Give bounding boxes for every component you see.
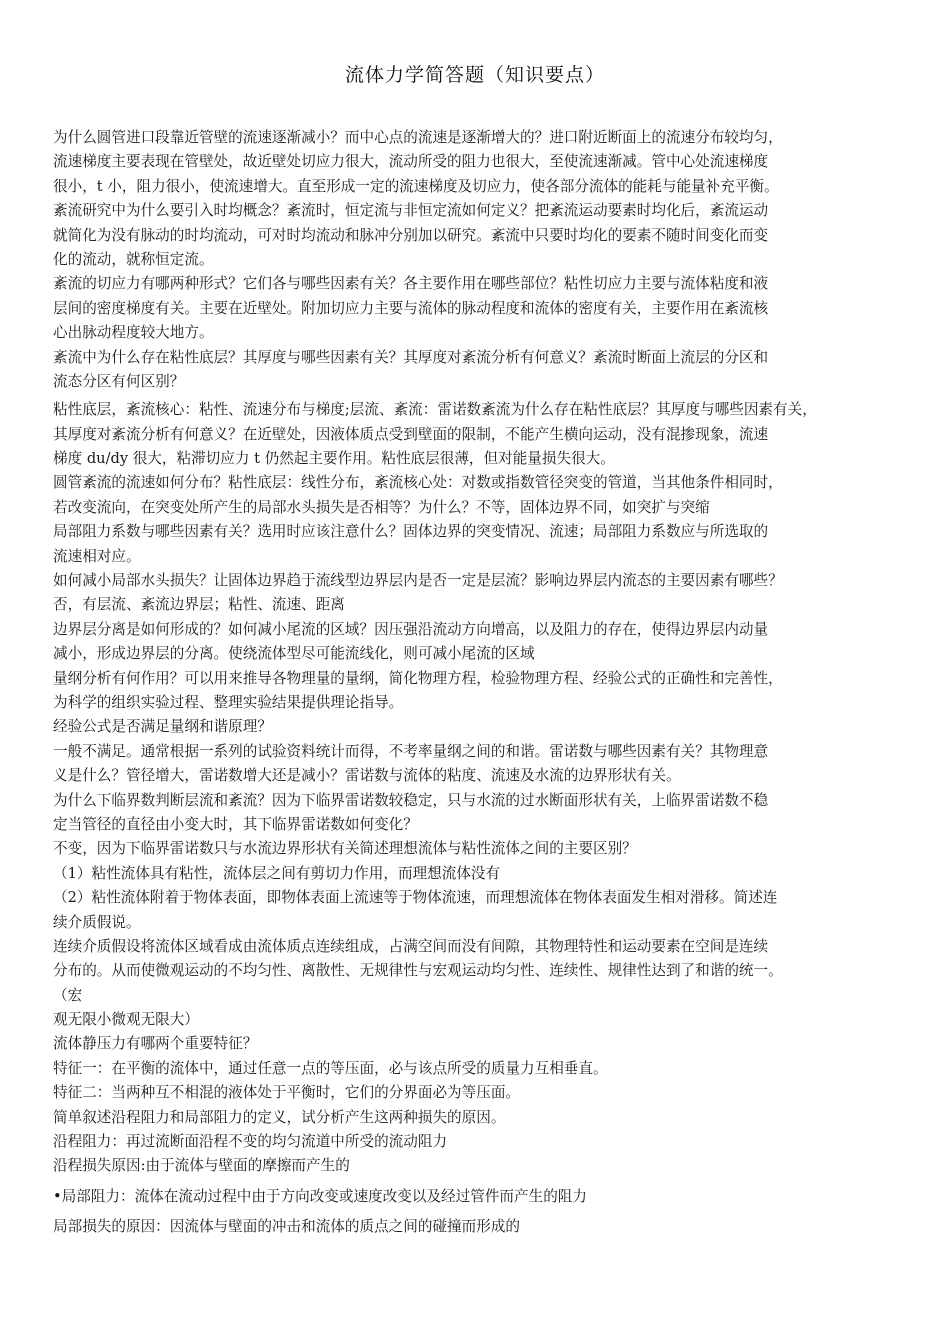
text-line: 义是什么？管径增大，雷诺数增大还是减小？雷诺数与流体的粘度、流速及水流的边界形状有关。	[53, 767, 681, 785]
text-line: （宏	[53, 986, 83, 1004]
text-line: 局部阻力系数与哪些因素有关？选用时应该注意什么？固体边界的突变情况、流速；局部阻力系数应与所选取的	[53, 523, 769, 541]
text-line: 流体静压力有哪两个重要特征？	[53, 1035, 258, 1053]
text-line: 为什么下临界数判断层流和紊流？因为下临界雷诺数较稳定，只与水流的过水断面形状有关，上临界雷诺数不稳	[53, 791, 769, 809]
text-line: （1）粘性流体具有粘性，流体层之间有剪切力作用，而理想流体没有	[53, 864, 501, 882]
text-line: 其厚度对紊流分析有何意义？在近壁处，因液体质点受到壁面的限制，不能产生横向运动，没有混掺现象，流速	[53, 425, 769, 443]
text-line: 一般不满足。通常根据一系列的试验资料统计而得，不考率量纲之间的和谐。雷诺数与哪些因素有关？其物理意	[53, 742, 769, 760]
text-line: 紊流中为什么存在粘性底层？其厚度与哪些因素有关？其厚度对紊流分析有何意义？紊流时断面上流层的分区和	[53, 348, 769, 366]
text-line: 层间的密度梯度有关。主要在近壁处。附加切应力主要与流体的脉动程度和流体的密度有关，主要作用在紊流核	[53, 299, 769, 317]
text-line: 粘性底层，紊流核心：粘性、流速分布与梯度;层流、紊流：雷诺数紊流为什么存在粘性底层？其厚度与哪些因素有关，	[53, 401, 817, 419]
text-line: 连续介质假设将流体区域看成由流体质点连续组成，占满空间而没有间隙，其物理特性和运动要素在空间是连续	[53, 937, 769, 955]
text-line: 为什么圆管进口段靠近管壁的流速逐渐减小？而中心点的流速是逐渐增大的？进口附近断面上的流速分布较均匀，	[53, 129, 783, 146]
text-line: 为科学的组织实验过程、整理实验结果提供理论指导。	[53, 693, 404, 711]
text-line: 续介质假说。	[53, 913, 141, 931]
text-line: 就简化为没有脉动的时均流动，可对时均流动和脉冲分别加以研究。紊流中只要时均化的要素不随时间变化而变	[53, 226, 769, 244]
text-line: 沿程损失原因:由于流体与壁面的摩擦而产生的	[53, 1157, 350, 1175]
text-line: 沿程阻力：再过流断面沿程不变的均匀流道中所受的流动阻力	[53, 1133, 448, 1151]
text-line: 紊流研究中为什么要引入时均概念？紊流时，恒定流与非恒定流如何定义？把紊流运动要素时均化后，紊流运动	[53, 202, 769, 220]
document-body	[53, 126, 913, 1240]
text-line: 定当管径的直径由小变大时，其下临界雷诺数如何变化？	[53, 815, 418, 833]
text-line: 分布的。从而使微观运动的不均匀性、离散性、无规律性与宏观运动均匀性、连续性、规律性达到了和谐的统一。	[53, 962, 783, 980]
text-line: 否，有层流、紊流边界层；粘性、流速、距离	[53, 596, 345, 614]
text-line: 如何减小局部水头损失？让固体边界趋于流线型边界层内是否一定是层流？影响边界层内流态的主要因素有哪些？	[53, 572, 783, 590]
text-line: 很小，t 小，阻力很小，使流速增大。直至形成一定的流速梯度及切应力，使各部分流体的能耗与能量补充平衡。	[53, 177, 779, 195]
text-line: 特征一：在平衡的流体中，通过任意一点的等压面，必与该点所受的质量力互相垂直。	[53, 1059, 608, 1077]
text-line: 不变，因为下临界雷诺数只与水流边界形状有关简述理想流体与粘性流体之间的主要区别？	[53, 840, 637, 858]
text-line: 圆管紊流的流速如何分布？粘性底层：线性分布，紊流核心处：对数或指数管径突变的管道，当其他条件相同时，	[53, 474, 783, 492]
text-line: 紊流的切应力有哪两种形式？它们各与哪些因素有关？各主要作用在哪些部位？粘性切应力主要与流体粘度和液	[53, 275, 769, 293]
text-line: 心出脉动程度较大地方。	[53, 324, 214, 342]
text-line: 经验公式是否满足量纲和谐原理？	[53, 718, 272, 736]
text-line: 若改变流向，在突变处所产生的局部水头损失是否相等？为什么？不等，固体边界不同，如突扩与突缩	[53, 498, 710, 516]
text-line: 梯度 du/dy 很大，粘滞切应力 t 仍然起主要作用。粘性底层很薄，但对能量损失很大。	[53, 450, 615, 468]
text-line: 量纲分析有何作用？可以用来推导各物理量的量纲，简化物理方程，检验物理方程、经验公式的正确性和完善性，	[53, 669, 783, 687]
text-line: 流速梯度主要表现在管壁处，故近壁处切应力很大，流动所受的阻力也很大，至使流速渐减。管中心处流速梯度	[53, 153, 769, 171]
text-line: 简单叙述沿程阻力和局部阻力的定义，试分析产生这两种损失的原因。	[53, 1108, 506, 1126]
text-line: 局部损失的原因：因流体与壁面的冲击和流体的质点之间的碰撞而形成的	[53, 1218, 521, 1236]
text-line: 特征二：当两种互不相混的液体处于平衡时，它们的分界面必为等压面。	[53, 1084, 521, 1102]
text-line: 观无限小微观无限大）	[53, 1011, 199, 1029]
text-line: 化的流动，就称恒定流。	[53, 250, 214, 268]
text-line: （2）粘性流体附着于物体表面，即物体表面上流速等于物体流速，而理想流体在物体表面发生相对滑移。简述连	[53, 889, 778, 907]
text-line: 边界层分离是如何形成的？如何减小尾流的区域？因压强沿流动方向增高，以及阻力的存在，使得边界层内动量	[53, 620, 769, 638]
text-line: 流速相对应。	[53, 547, 141, 565]
text-line: 减小，形成边界层的分离。使绕流体型尽可能流线化，则可减小尾流的区域	[53, 645, 535, 663]
text-line: •局部阻力：流体在流动过程中由于方向改变或速度改变以及经过管件而产生的阻力	[53, 1187, 587, 1205]
text-line: 流态分区有何区别？	[53, 372, 185, 390]
document-title: 流体力学简答题（知识要点）	[344, 64, 605, 86]
